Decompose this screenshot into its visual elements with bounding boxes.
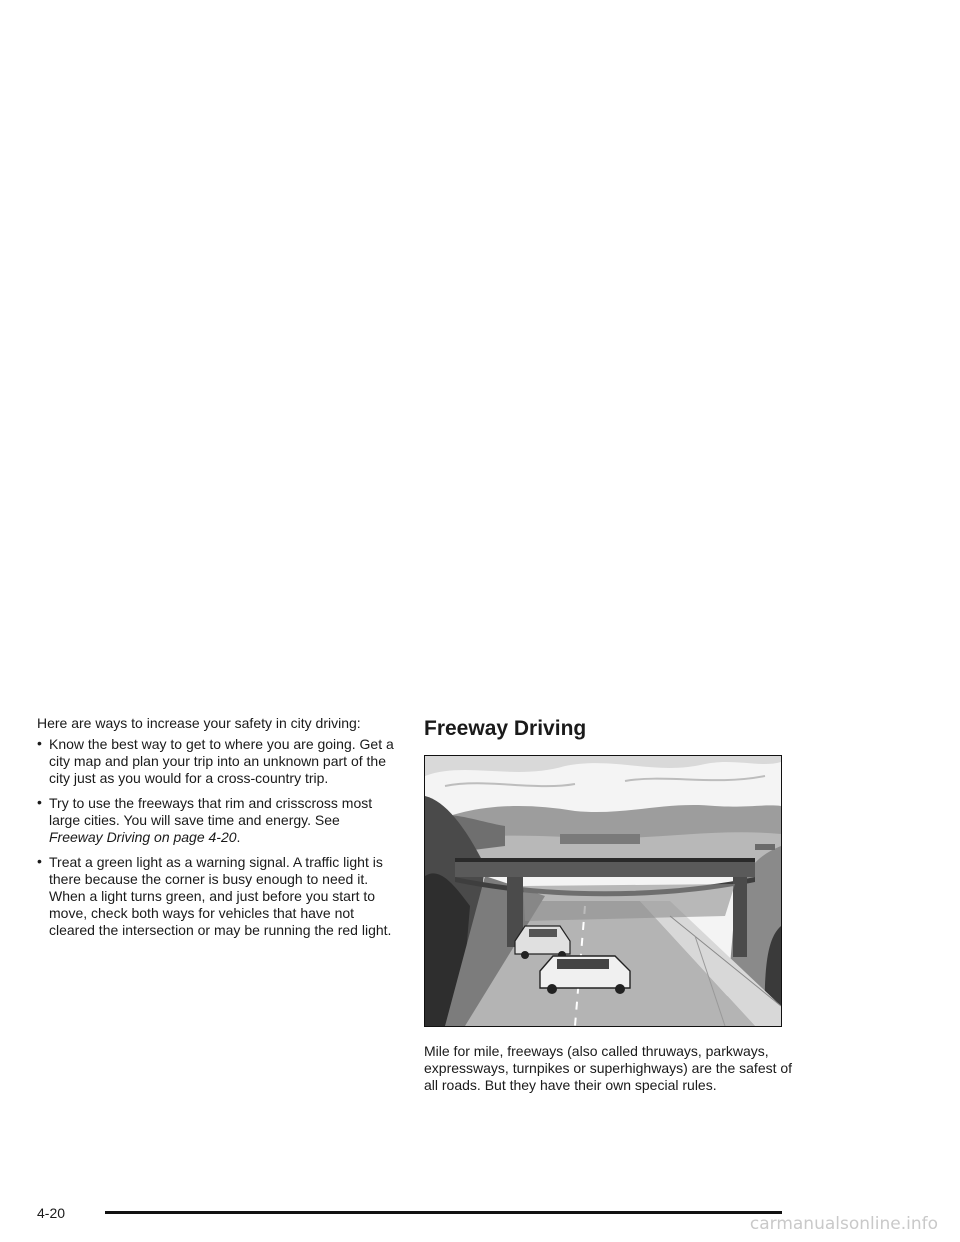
bullet-text (49, 795, 397, 846)
freeway-illustration (424, 755, 782, 1027)
bullet-text: Treat a green light as a warning signal. A traffic light is there because the corner is busy enough to need it. When a light turns green, and just before you start to move, check both ways for vehicles that have not cleared the intersection or may be running the red light. (49, 854, 392, 938)
bullet-text-tail: . (236, 829, 241, 845)
bullet-text: Know the best way to get to where you are going. Get a city map and plan your trip into an unknown part of the city just as you would for a cross-country trip. (49, 736, 394, 786)
freeway-paragraph: Mile for mile, freeways (also called thruways, parkways, expressways, turnpikes or superhighways) are the safest of all roads. But they have their own special rules. (424, 1043, 793, 1093)
right-column (424, 716, 793, 1094)
list-item (37, 736, 397, 787)
list-item (37, 854, 397, 939)
bullet-icon: • (37, 794, 42, 810)
left-column (37, 715, 397, 947)
bullet-icon: • (37, 853, 42, 869)
intro-text: Here are ways to increase your safety in city driving: (37, 715, 361, 731)
safety-tips-list (37, 736, 397, 939)
bullet-icon: • (37, 735, 42, 751)
bullet-text-main: Try to use the freeways that rim and crisscross most large cities. You will save time and energy. See (49, 795, 373, 828)
cross-reference-link[interactable]: Freeway Driving on page 4-20 (49, 829, 237, 845)
footer-divider (105, 1211, 782, 1214)
watermark: carmanualsonline.info (749, 1214, 938, 1234)
page-number: 4-20 (37, 1205, 66, 1221)
section-title: Freeway Driving (424, 717, 587, 740)
list-item (37, 795, 397, 846)
freeway-illustration-drawing (425, 756, 781, 1026)
